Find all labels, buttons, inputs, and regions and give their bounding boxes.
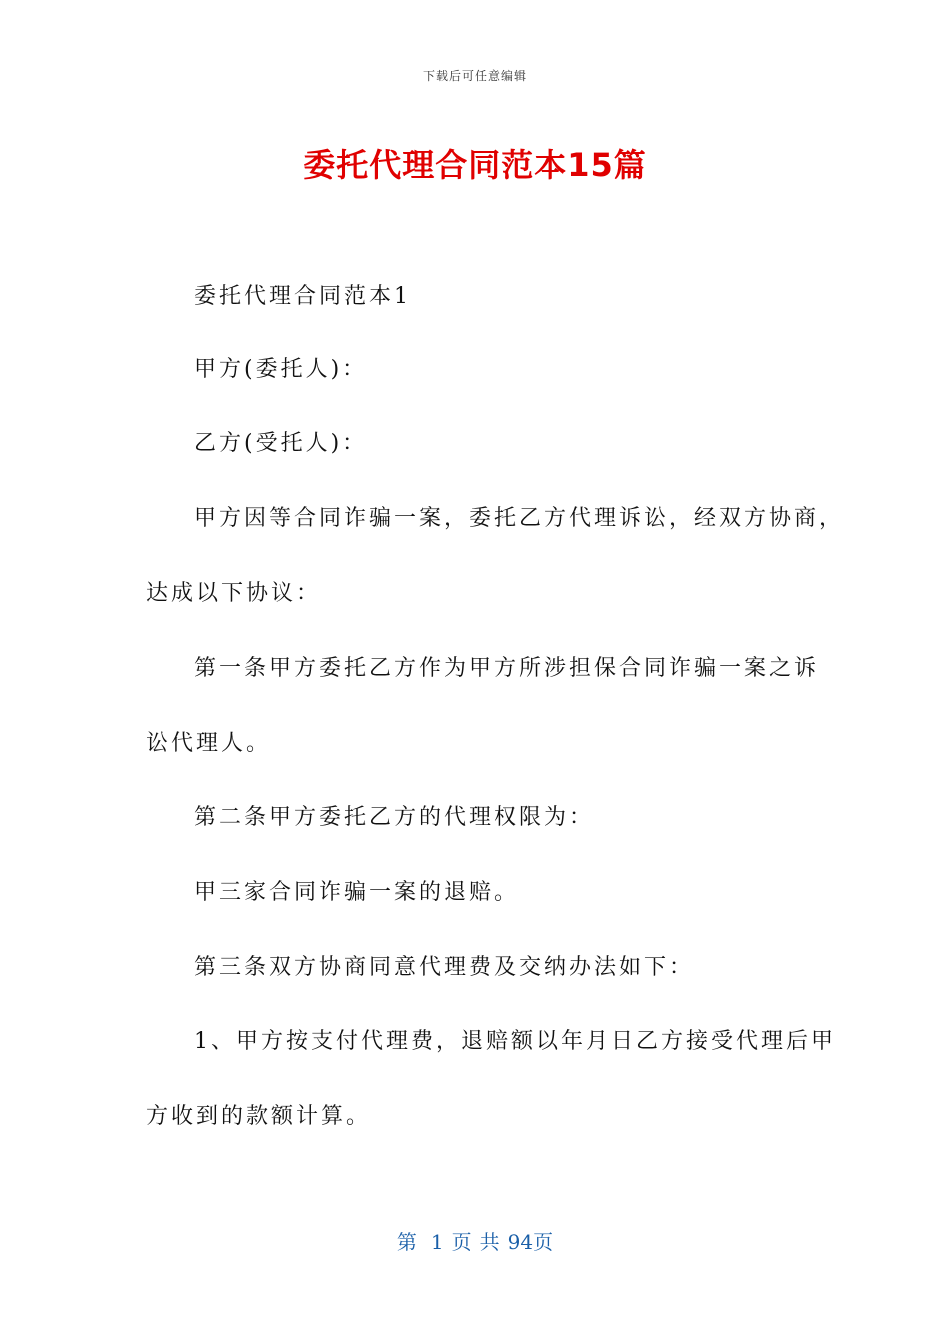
paragraph-heading: 委托代理合同范本1 <box>194 284 411 309</box>
paragraph-line: 甲方因等合同诈骗一案，委托乙方代理诉讼，经双方协商， <box>194 506 845 531</box>
paragraph-line: 甲三家合同诈骗一案的退赔。 <box>194 880 520 905</box>
paragraph-line: 1、甲方按支付代理费，退赔额以年月日乙方接受代理后甲 <box>194 1029 836 1054</box>
total-prefix: 共 <box>479 1230 500 1254</box>
page-prefix: 第 <box>396 1230 417 1254</box>
paragraph-line: 方收到的款额计算。 <box>146 1104 372 1129</box>
paragraph-line: 讼代理人。 <box>146 731 272 756</box>
header-note: 下载后可任意编辑 <box>422 69 527 83</box>
paragraph-line: 第二条甲方委托乙方的代理权限为： <box>194 805 595 830</box>
paragraph-line: 第三条双方协商同意代理费及交纳办法如下： <box>194 955 695 980</box>
page-mid: 页 <box>451 1230 472 1254</box>
page-number: 1 <box>430 1230 444 1254</box>
paragraph-line: 第一条甲方委托乙方作为甲方所涉担保合同诈骗一案之诉 <box>194 656 820 681</box>
document-title: 委托代理合同范本15篇 <box>303 146 647 184</box>
page-suffix: 页 <box>533 1230 554 1254</box>
party-b-label: 乙方(受托人)： <box>194 431 368 456</box>
page-footer <box>0 1226 950 1255</box>
paragraph-line: 达成以下协议： <box>146 581 322 606</box>
party-a-label: 甲方(委托人)： <box>194 357 368 382</box>
total-pages: 94 <box>507 1230 534 1254</box>
